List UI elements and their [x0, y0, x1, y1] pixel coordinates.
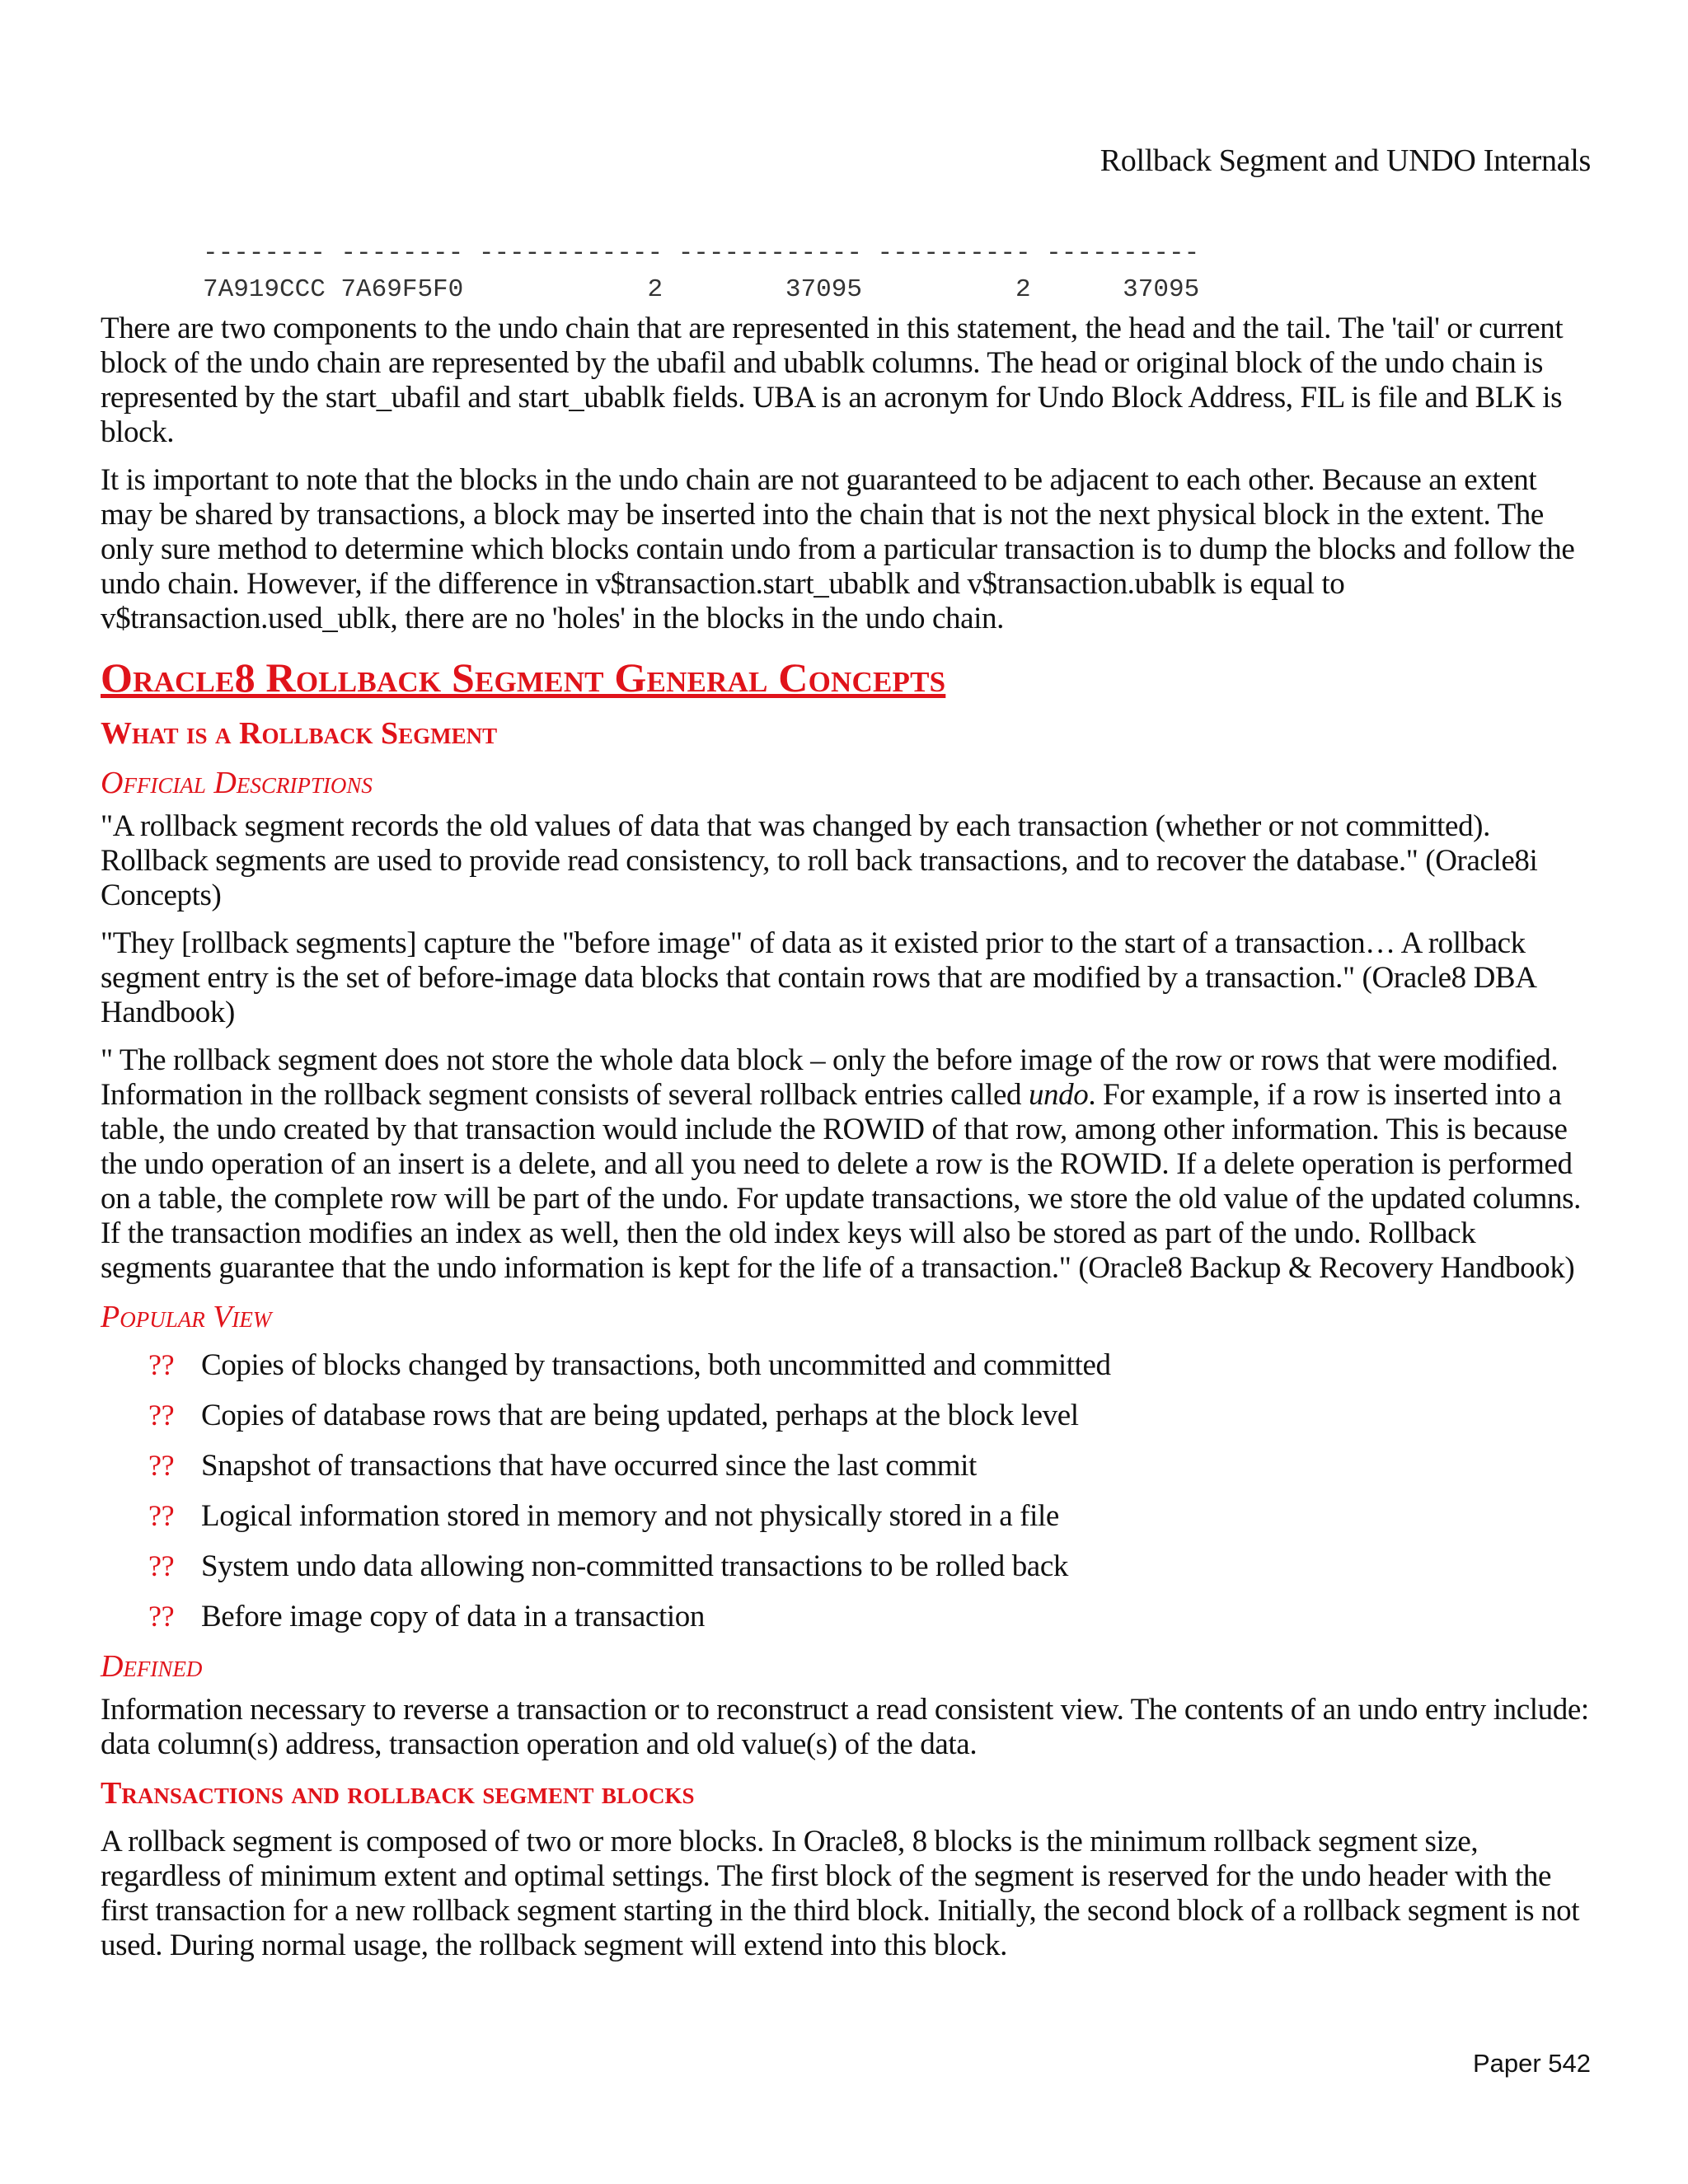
bullet-mark: ??	[148, 1600, 175, 1633]
query-output-separator: -------- -------- ------------ ------------ ---------- ----------	[203, 239, 1200, 268]
list-item	[148, 1347, 1592, 1384]
heading-official-descriptions: Official Descriptions	[101, 766, 373, 800]
bullet-mark: ??	[148, 1549, 175, 1582]
paragraph-undo-chain: There are two components to the undo chain that are represented in this statement, the head and the tail. The 'tail' or current block of the undo chain are represented by the ubafil and ubablk columns. The head or original block of the undo chain is represented by the start_ubafil and start_ubablk fields. UBA is an acronym for Undo Block Address, FIL is file and BLK is block.	[101, 312, 1564, 449]
bullet-mark: ??	[148, 1399, 175, 1432]
page-number: Paper 542	[1472, 2049, 1591, 2078]
quote-text-end: . For example, if a row is inserted into a table, the undo created by that transaction would include the ROWID of that row, among other information. This is because the undo operation of an insert is a delete, and all you need to delete a row is the ROWID. If a delete operation is performed on a table, the complete row will be part of the undo. For update transactions, we store the old value of the updated columns. If the transaction modifies an index as well, then the old index keys will also be stored as part of the undo. Rollback segments guarantee that the undo information is kept for the life of a transaction." (Oracle8 Backup & Recovery Handbook)	[101, 1078, 1582, 1285]
query-output-row: 7A919CCC 7A69F5F0 2 37095 2 37095	[203, 275, 1200, 304]
subsection-title-what-is: What is a Rollback Segment	[101, 716, 498, 751]
list-item-text: Copies of blocks changed by transactions, both uncommitted and committed	[201, 1348, 1111, 1382]
list-item-text: Logical information stored in memory and not physically stored in a file	[201, 1499, 1059, 1533]
paragraph-defined: Information necessary to reverse a transaction or to reconstruct a read consistent view. The contents of an undo entry include: data column(s) address, transaction operation and old value(s) of the data.	[101, 1693, 1589, 1761]
quote-dba-handbook: "They [rollback segments] capture the "before image" of data as it existed prior to the start of a transaction… A rollback segment entry is the set of before-image data blocks that contain rows that are modified by a transaction." (Oracle8 DBA Handbook)	[101, 926, 1536, 1029]
paragraph-blocks: A rollback segment is composed of two or more blocks. In Oracle8, 8 blocks is the minimum rollback segment size, regardless of minimum extent and optimal settings. The first block of the segment is reserved for the undo header with the first transaction for a new rollback segment starting in the third block. Initially, the second block of a rollback segment is not used. During normal usage, the rollback segment will extend into this block.	[101, 1825, 1580, 1962]
bullet-mark: ??	[148, 1348, 175, 1381]
list-item	[148, 1548, 1592, 1585]
section-title: Oracle8 Rollback Segment General Concepts	[101, 654, 946, 701]
query-output	[203, 236, 1199, 308]
list-item-text: Before image copy of data in a transaction	[201, 1600, 705, 1633]
list-item	[148, 1447, 1592, 1484]
list-item	[148, 1497, 1592, 1535]
heading-popular-view: Popular View	[101, 1300, 272, 1334]
quote-oracle8i-concepts: "A rollback segment records the old values of data that was changed by each transaction (whether or not committed). Rollback segments are used to provide read consistency, to roll back transactions, and to recover the database." (Oracle8i Concepts)	[101, 809, 1538, 912]
running-header: Rollback Segment and UNDO Internals	[1100, 143, 1591, 178]
bullet-mark: ??	[148, 1449, 175, 1482]
quote-text-italic: undo	[1028, 1078, 1089, 1112]
popular-view-list	[101, 1347, 1592, 1635]
list-item	[148, 1598, 1592, 1635]
list-item	[148, 1397, 1592, 1434]
body-content	[101, 312, 1592, 1976]
heading-defined: Defined	[101, 1649, 203, 1684]
list-item-text: Copies of database rows that are being updated, perhaps at the block level	[201, 1399, 1079, 1432]
paragraph-adjacency: It is important to note that the blocks in the undo chain are not guaranteed to be adjacent to each other. Because an extent may be shared by transactions, a block may be inserted into the chain that is not the next physical block in the extent. The only sure method to determine which blocks contain undo from a particular transaction is to dump the blocks and follow the undo chain. However, if the difference in v$transaction.start_ubablk and v$transaction.ubablk is equal to v$transaction.used_ublk, there are no 'holes' in the blocks in the undo chain.	[101, 463, 1575, 635]
quote-text-start: " The rollback segment does not store the whole data block – only the before image of the row or rows that were modified. Information in the rollback segment consists of several rollback entries called	[101, 1043, 1559, 1112]
list-item-text: System undo data allowing non-committed transactions to be rolled back	[201, 1549, 1068, 1583]
list-item-text: Snapshot of transactions that have occurred since the last commit	[201, 1449, 977, 1483]
quote-backup-recovery	[101, 1043, 1592, 1286]
subsection-title-transactions: Transactions and rollback segment blocks	[101, 1776, 695, 1811]
bullet-mark: ??	[148, 1499, 175, 1532]
